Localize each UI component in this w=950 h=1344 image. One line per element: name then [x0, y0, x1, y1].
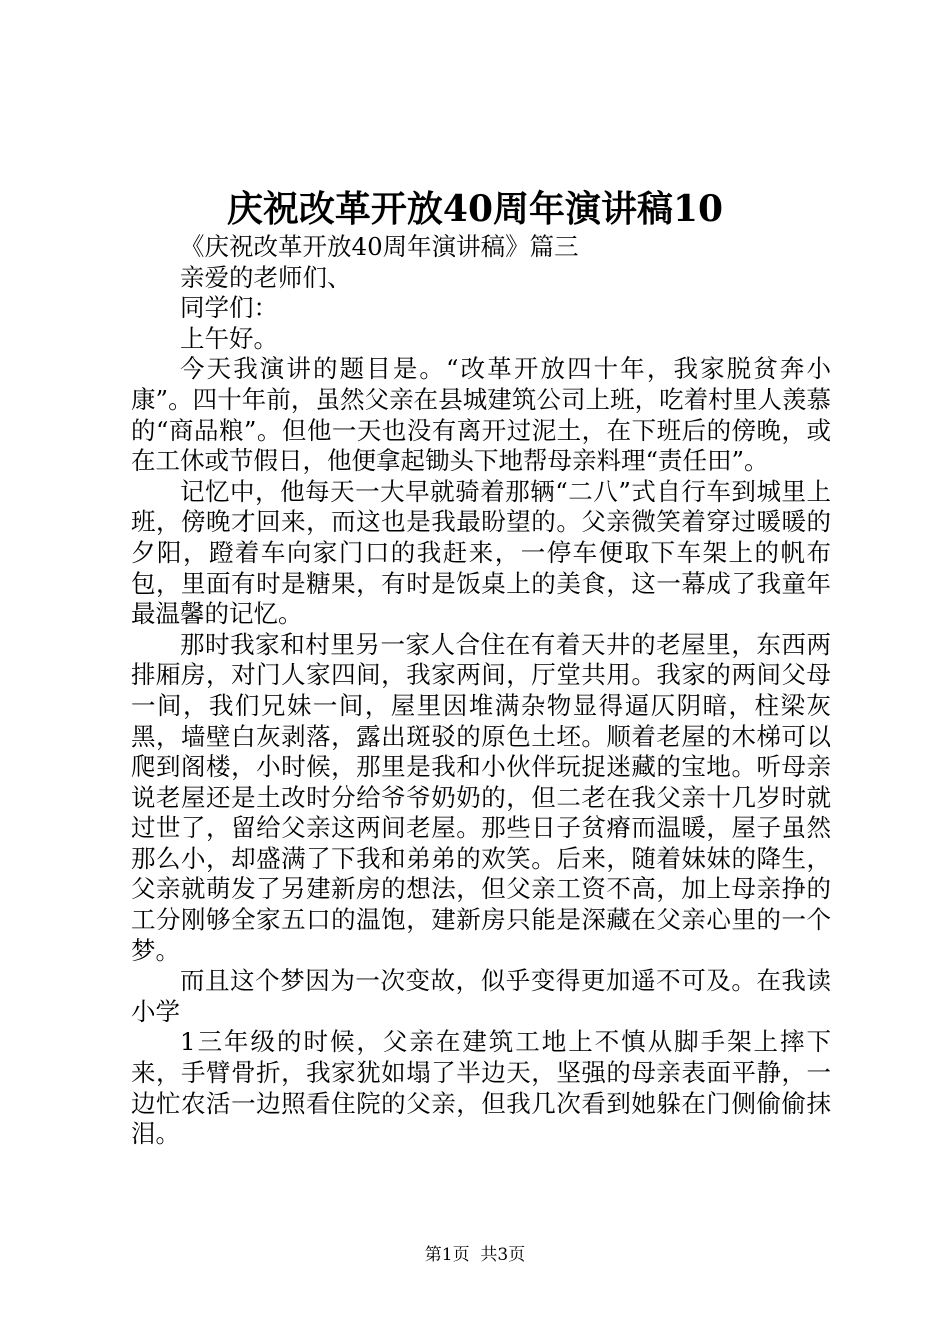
page-footer — [0, 1243, 950, 1267]
paragraph-memory: 记忆中，他每天一大早就骑着那辆“二八”式自行车到城里上班，傍晚才回来，而这也是我最盼望的。父亲微笑着穿过暖暖的夕阳，蹬着车向家门口的我赶来，一停车便取下车架上的帆布包，里面有时是糖果，有时是饭桌上的美食，这一幕成了我童年最温馨的记忆。 — [131, 476, 831, 629]
page-total: 共3页 — [480, 1245, 526, 1265]
paragraph-old-house: 那时我家和村里另一家人合住在有着天井的老屋里，东西两排厢房，对门人家四间，我家两间，厅堂共用。我家的两间父母一间，我们兄妹一间，屋里因堆满杂物显得逼仄阴暗，柱梁灰黑，墙壁白灰剥落，露出斑驳的原色土坯。顺着老屋的木梯可以爬到阁楼，小时候，那里是我和小伙伴玩捉迷藏的宝地。听母亲说老屋还是土改时分给爷爷奶奶的，但二老在我父亲十几岁时就过世了，留给父亲这两间老屋。那些日子贫瘠而温暖，屋子虽然那么小，却盛满了下我和弟弟的欢笑。后来，随着妹妹的降生，父亲就萌发了另建新房的想法，但父亲工资不高，加上母亲挣的工分刚够全家五口的温饱，建新房只能是深藏在父亲心里的一个梦。 — [131, 629, 831, 965]
paragraph-good-morning: 上午好。 — [180, 323, 278, 353]
paragraph-greeting-students: 同学们： — [180, 293, 278, 323]
paragraph-heading: 《庆祝改革开放40周年演讲稿》篇三 — [180, 232, 579, 261]
document-title: 庆祝改革开放40周年演讲稿10 — [226, 188, 724, 230]
paragraph-topic: 今天我演讲的题目是。“改革开放四十年，我家脱贫奔小康”。四十年前，虽然父亲在县城建筑公司上班，吃着村里人羡慕的“商品粮”。但他一天也没有离开过泥土，在下班后的傍晚，或在工休或节假日，他便拿起锄头下地帮母亲料理“责任田”。 — [131, 354, 831, 476]
paragraph-dream: 而且这个梦因为一次变故，似乎变得更加遥不可及。在我读小学 — [131, 966, 831, 1026]
page-number: 第1页 — [424, 1245, 470, 1265]
footer-spacer — [470, 1245, 481, 1265]
paragraph-greeting-teachers: 亲爱的老师们、 — [180, 262, 352, 292]
paragraph-accident: 1三年级的时候，父亲在建筑工地上不慎从脚手架上摔下来，手臂骨折，我家犹如塌了半边天，坚强的母亲表面平静，一边忙农活一边照看住院的父亲，但我几次看到她躲在门侧偷偷抹泪。 — [131, 1027, 831, 1149]
document-body — [131, 232, 831, 1150]
